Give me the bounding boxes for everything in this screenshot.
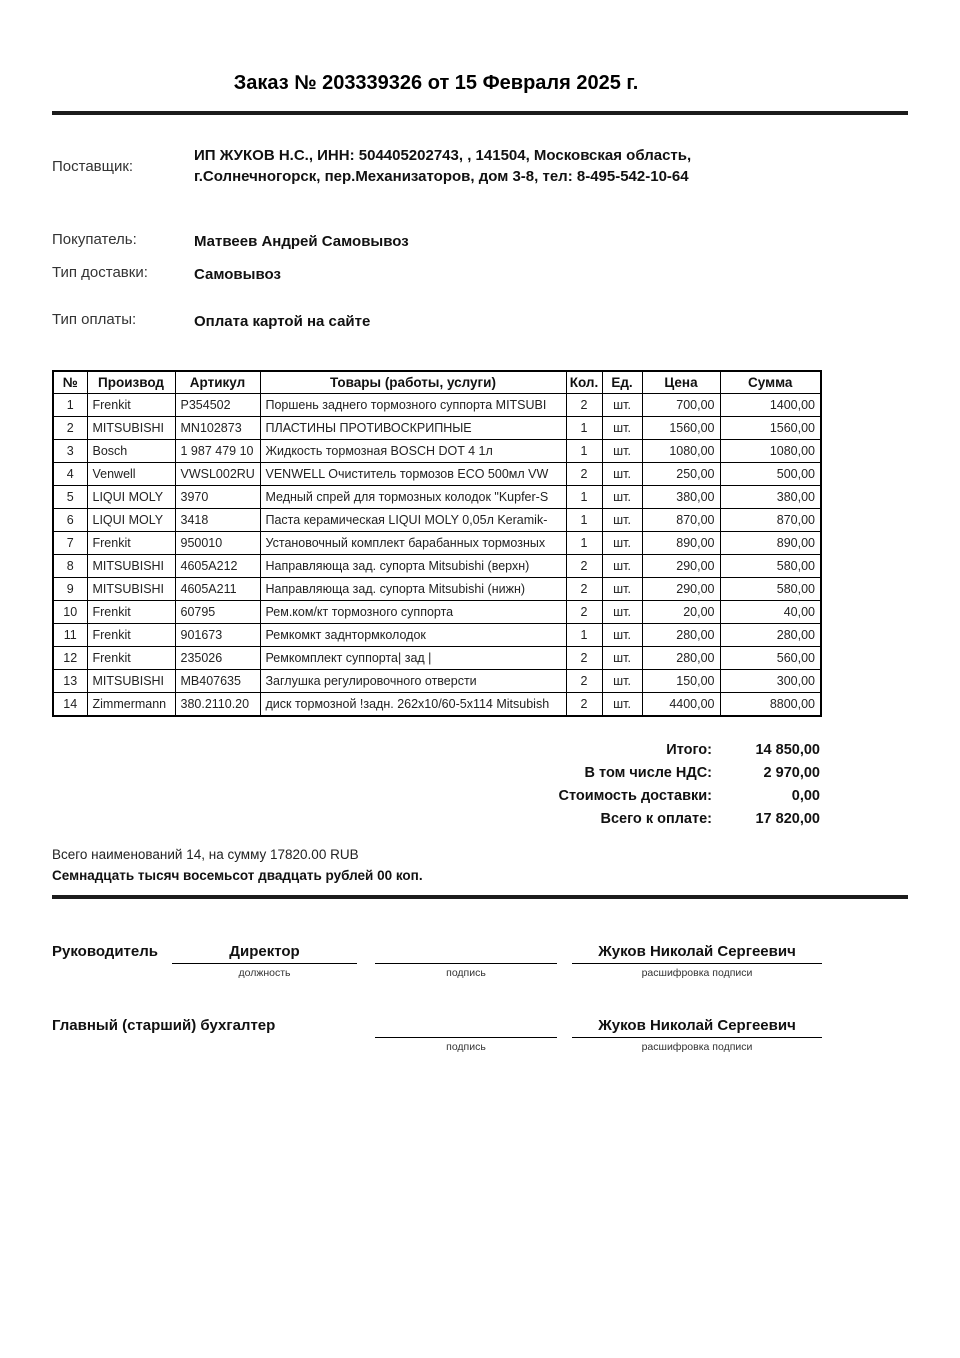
cell-product: ПЛАСТИНЫ ПРОТИВОСКРИПНЫЕ — [260, 417, 566, 440]
cell-num: 3 — [53, 440, 87, 463]
buyer-value: Матвеев Андрей Самовывоз — [194, 233, 409, 250]
director-signature-block — [375, 943, 557, 979]
cell-qty: 1 — [566, 624, 602, 647]
table-row — [53, 555, 821, 578]
cell-num: 5 — [53, 486, 87, 509]
cell-price: 700,00 — [642, 394, 720, 417]
cell-qty: 1 — [566, 486, 602, 509]
cell-manufacturer: LIQUI MOLY — [87, 486, 175, 509]
vat-row — [52, 762, 820, 785]
cell-unit: шт. — [602, 509, 642, 532]
cell-qty: 2 — [566, 394, 602, 417]
table-row — [53, 647, 821, 670]
table-row — [53, 578, 821, 601]
director-signature-row — [52, 943, 908, 979]
cell-qty: 2 — [566, 555, 602, 578]
cell-product: диск тормозной !задн. 262x10/60-5x114 Mitsubish — [260, 693, 566, 716]
cell-manufacturer: Frenkit — [87, 601, 175, 624]
cell-price: 150,00 — [642, 670, 720, 693]
cell-num: 1 — [53, 394, 87, 417]
director-name-caption: расшифровка подписи — [641, 966, 753, 979]
cell-article: 1 987 479 10 — [175, 440, 260, 463]
cell-article: 950010 — [175, 532, 260, 555]
total-label: Итого: — [666, 741, 712, 758]
cell-product: Рем.ком/кт тормозного суппорта — [260, 601, 566, 624]
cell-product: Заглушка регулировочного отверсти — [260, 670, 566, 693]
table-row — [53, 509, 821, 532]
amount-in-words: Семнадцать тысяч восемьсот двадцать рублей 00 коп. — [52, 867, 423, 883]
cell-sum: 300,00 — [720, 670, 821, 693]
cell-manufacturer: MITSUBISHI — [87, 578, 175, 601]
buyer-row — [52, 231, 908, 252]
cell-article: P354502 — [175, 394, 260, 417]
cell-unit: шт. — [602, 601, 642, 624]
cell-manufacturer: MITSUBISHI — [87, 417, 175, 440]
cell-article: MN102873 — [175, 417, 260, 440]
cell-article: 60795 — [175, 601, 260, 624]
cell-manufacturer: Frenkit — [87, 532, 175, 555]
parties-section — [52, 145, 908, 332]
items-summary-line: Всего наименований 14, на сумму 17820.00 RUB — [52, 846, 359, 862]
cell-price: 280,00 — [642, 647, 720, 670]
cell-product: Направляюща зад. супорта Mitsubishi (нижн) — [260, 578, 566, 601]
cell-sum: 500,00 — [720, 463, 821, 486]
cell-qty: 1 — [566, 532, 602, 555]
cell-product: VENWELL Очиститель тормозов ECO 500мл VW — [260, 463, 566, 486]
cell-article: VWSL002RU — [175, 463, 260, 486]
cell-num: 2 — [53, 417, 87, 440]
cell-price: 1560,00 — [642, 417, 720, 440]
cell-qty: 2 — [566, 463, 602, 486]
payment-type-label: Тип оплаты: — [52, 311, 137, 328]
cell-product: Жидкость тормозная BOSCH DOT 4 1л — [260, 440, 566, 463]
col-header-price: Цена — [642, 371, 720, 394]
cell-qty: 1 — [566, 509, 602, 532]
items-table-head — [53, 371, 821, 394]
cell-num: 10 — [53, 601, 87, 624]
cell-article: 3418 — [175, 509, 260, 532]
cell-num: 9 — [53, 578, 87, 601]
director-signature-caption: подпись — [446, 966, 486, 979]
cell-price: 290,00 — [642, 578, 720, 601]
accountant-signature-line — [375, 1017, 557, 1038]
table-row — [53, 440, 821, 463]
cell-qty: 1 — [566, 440, 602, 463]
cell-num: 7 — [53, 532, 87, 555]
table-row — [53, 624, 821, 647]
items-header-row — [53, 371, 821, 394]
cell-price: 250,00 — [642, 463, 720, 486]
table-row — [53, 486, 821, 509]
cell-num: 6 — [53, 509, 87, 532]
cell-price: 870,00 — [642, 509, 720, 532]
accountant-signature-block — [375, 1017, 557, 1053]
director-name: Жуков Николай Сергеевич — [572, 943, 822, 964]
cell-unit: шт. — [602, 647, 642, 670]
cell-manufacturer: LIQUI MOLY — [87, 509, 175, 532]
cell-unit: шт. — [602, 463, 642, 486]
cell-num: 13 — [53, 670, 87, 693]
grand-total-value: 17 820,00 — [755, 810, 820, 827]
table-row — [53, 532, 821, 555]
cell-num: 4 — [53, 463, 87, 486]
table-row — [53, 601, 821, 624]
payment-type-value: Оплата картой на сайте — [194, 313, 371, 330]
accountant-signature-caption: подпись — [446, 1040, 486, 1053]
supplier-row — [52, 145, 908, 187]
director-signature-line — [375, 943, 557, 964]
cell-sum: 580,00 — [720, 555, 821, 578]
cell-product: Ремкомплект суппорта| зад | — [260, 647, 566, 670]
cell-product: Направляюща зад. супорта Mitsubishi (верхн) — [260, 555, 566, 578]
cell-price: 380,00 — [642, 486, 720, 509]
cell-manufacturer: Frenkit — [87, 624, 175, 647]
items-table — [52, 370, 822, 717]
page-title: Заказ № 203339326 от 15 Февраля 2025 г. — [233, 72, 639, 94]
table-row — [53, 693, 821, 716]
position-value: Директор — [172, 943, 357, 964]
director-role-label: Руководитель — [52, 942, 158, 960]
cell-manufacturer: MITSUBISHI — [87, 670, 175, 693]
cell-price: 890,00 — [642, 532, 720, 555]
grand-total-label: Всего к оплате: — [600, 810, 712, 827]
cell-unit: шт. — [602, 693, 642, 716]
cell-manufacturer: Zimmermann — [87, 693, 175, 716]
cell-sum: 40,00 — [720, 601, 821, 624]
cell-qty: 1 — [566, 417, 602, 440]
delivery-type-row — [52, 264, 908, 285]
cell-num: 14 — [53, 693, 87, 716]
cell-sum: 1080,00 — [720, 440, 821, 463]
grand-total-row — [52, 808, 820, 831]
col-header-qty: Кол. — [566, 371, 602, 394]
cell-num: 11 — [53, 624, 87, 647]
supplier-value: ИП ЖУКОВ Н.С., ИНН: 504405202743, , 141504, Московская область, г.Солнечногорск, пер.Механизаторов, дом 3-8, тел: 8-495-542-10-64 — [194, 147, 692, 185]
cell-qty: 2 — [566, 647, 602, 670]
delivery-type-value: Самовывоз — [194, 266, 281, 283]
cell-manufacturer: Frenkit — [87, 394, 175, 417]
cell-qty: 2 — [566, 601, 602, 624]
table-row — [53, 417, 821, 440]
cell-sum: 560,00 — [720, 647, 821, 670]
signatures-section — [52, 943, 908, 1053]
cell-num: 8 — [53, 555, 87, 578]
cell-unit: шт. — [602, 670, 642, 693]
cell-unit: шт. — [602, 578, 642, 601]
director-name-block — [572, 943, 822, 979]
cell-product: Установочный комплект барабанных тормозных — [260, 532, 566, 555]
payment-type-row — [52, 311, 908, 332]
cell-product: Ремкомкт заднтормколодок — [260, 624, 566, 647]
cell-price: 20,00 — [642, 601, 720, 624]
bottom-divider — [52, 895, 908, 899]
cell-sum: 1560,00 — [720, 417, 821, 440]
cell-price: 290,00 — [642, 555, 720, 578]
delivery-cost-value: 0,00 — [791, 787, 820, 804]
position-caption: должность — [238, 966, 291, 979]
col-header-product: Товары (работы, услуги) — [260, 371, 566, 394]
total-value: 14 850,00 — [755, 741, 820, 758]
cell-qty: 2 — [566, 693, 602, 716]
cell-manufacturer: Bosch — [87, 440, 175, 463]
cell-sum: 8800,00 — [720, 693, 821, 716]
cell-article: 235026 — [175, 647, 260, 670]
cell-unit: шт. — [602, 417, 642, 440]
cell-sum: 1400,00 — [720, 394, 821, 417]
cell-product: Поршень заднего тормозного суппорта MITSUBI — [260, 394, 566, 417]
cell-price: 4400,00 — [642, 693, 720, 716]
accountant-name-block — [572, 1017, 822, 1053]
cell-unit: шт. — [602, 624, 642, 647]
cell-article: 3970 — [175, 486, 260, 509]
table-row — [53, 394, 821, 417]
col-header-num: № — [53, 371, 87, 394]
cell-manufacturer: Venwell — [87, 463, 175, 486]
delivery-cost-row — [52, 785, 820, 808]
cell-product: Медный спрей для тормозных колодок "Kupfer-S — [260, 486, 566, 509]
table-row — [53, 463, 821, 486]
delivery-cost-label: Стоимость доставки: — [558, 787, 712, 804]
col-header-article: Артикул — [175, 371, 260, 394]
cell-article: 380.2110.20 — [175, 693, 260, 716]
vat-label: В том числе НДС: — [584, 764, 712, 781]
cell-unit: шт. — [602, 486, 642, 509]
cell-sum: 280,00 — [720, 624, 821, 647]
cell-unit: шт. — [602, 394, 642, 417]
vat-value: 2 970,00 — [763, 764, 820, 781]
buyer-label: Покупатель: — [52, 231, 137, 248]
cell-price: 1080,00 — [642, 440, 720, 463]
delivery-type-label: Тип доставки: — [52, 264, 148, 281]
cell-article: 4605A212 — [175, 555, 260, 578]
cell-sum: 580,00 — [720, 578, 821, 601]
supplier-label: Поставщик: — [52, 157, 134, 175]
accountant-signature-row — [52, 1017, 908, 1053]
cell-sum: 890,00 — [720, 532, 821, 555]
total-row — [52, 739, 820, 762]
cell-unit: шт. — [602, 555, 642, 578]
table-row — [53, 670, 821, 693]
cell-sum: 380,00 — [720, 486, 821, 509]
accountant-name-caption: расшифровка подписи — [641, 1040, 753, 1053]
col-header-manufacturer: Производ — [87, 371, 175, 394]
cell-unit: шт. — [602, 532, 642, 555]
top-divider — [52, 111, 908, 115]
cell-article: 901673 — [175, 624, 260, 647]
cell-article: MB407635 — [175, 670, 260, 693]
cell-manufacturer: Frenkit — [87, 647, 175, 670]
accountant-name: Жуков Николай Сергеевич — [572, 1017, 822, 1038]
cell-unit: шт. — [602, 440, 642, 463]
cell-qty: 2 — [566, 578, 602, 601]
items-body — [53, 394, 821, 716]
accountant-role-label: Главный (старший) бухгалтер — [52, 1016, 276, 1034]
cell-num: 12 — [53, 647, 87, 670]
position-block — [172, 943, 357, 979]
cell-product: Паста керамическая LIQUI MOLY 0,05л Keramik- — [260, 509, 566, 532]
cell-manufacturer: MITSUBISHI — [87, 555, 175, 578]
cell-sum: 870,00 — [720, 509, 821, 532]
col-header-unit: Ед. — [602, 371, 642, 394]
totals-section — [52, 739, 820, 831]
cell-article: 4605A211 — [175, 578, 260, 601]
cell-price: 280,00 — [642, 624, 720, 647]
col-header-sum: Сумма — [720, 371, 821, 394]
cell-qty: 2 — [566, 670, 602, 693]
